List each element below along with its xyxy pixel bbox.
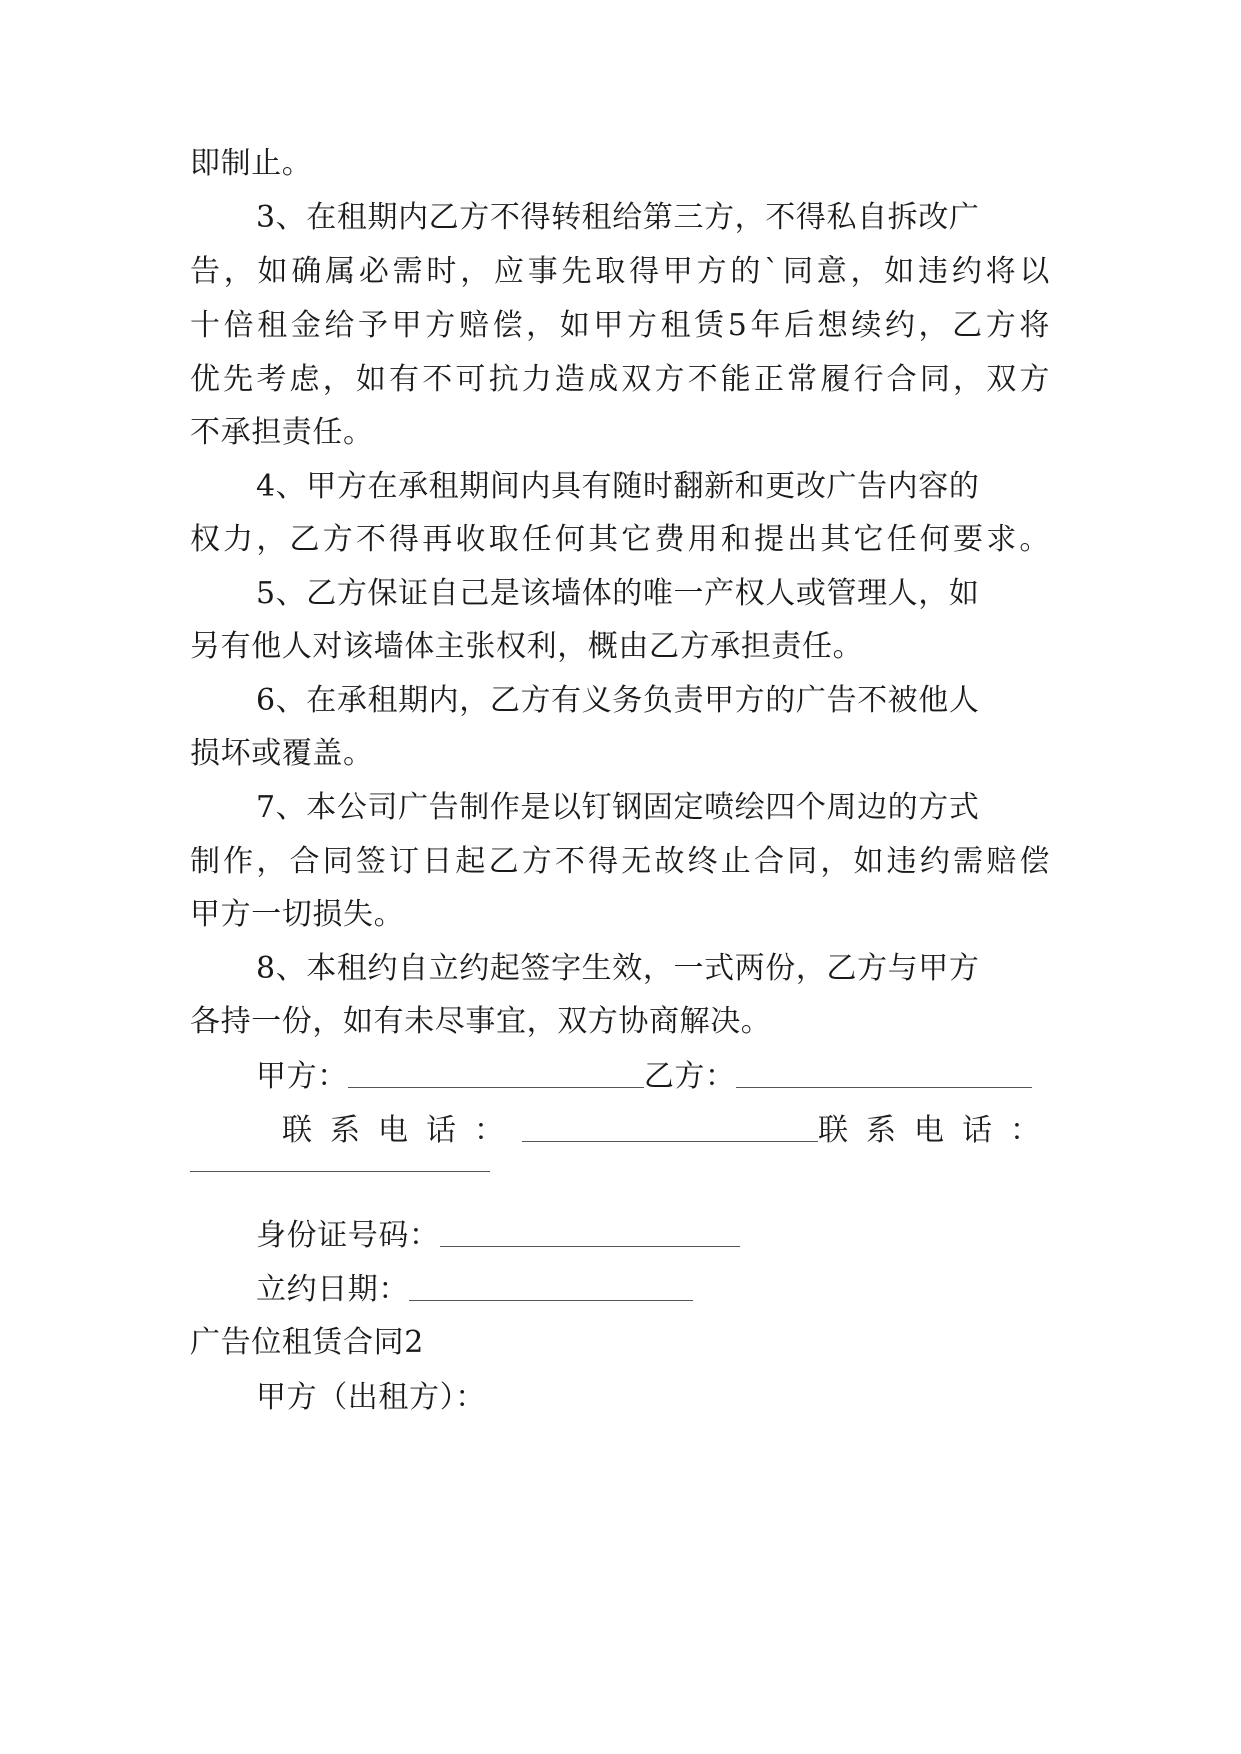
id-number-label: 身份证号码： <box>256 1218 440 1253</box>
contract-date-label: 立约日期： <box>256 1272 409 1307</box>
clause-8-line: 各持一份，如有未尽事宜，双方协商解决。 <box>190 1004 772 1039</box>
party-a-blank[interactable] <box>348 1061 644 1088</box>
phone-a-blank[interactable] <box>522 1115 818 1142</box>
contract-date-blank[interactable] <box>409 1274 693 1301</box>
clause-3-line: 不承担责任。 <box>190 415 374 450</box>
clause-8-line: 8、本租约自立约起签字生效，一式两份，乙方与甲方 <box>256 951 980 986</box>
contract-date-row <box>256 1270 693 1310</box>
clause-3-line: 十倍租金给予甲方赔偿，如甲方租赁5年后想续约，乙方将 <box>190 308 1050 343</box>
lessor-label: 甲方（出租方）： <box>256 1380 486 1415</box>
clause-7-line: 7、本公司广告制作是以钉钢固定喷绘四个周边的方式 <box>256 790 980 825</box>
phone-b-label: 联系电话： <box>818 1113 1058 1148</box>
clause-7-line: 甲方一切损失。 <box>190 897 405 932</box>
phone-a-label: 联系电话： <box>282 1113 522 1148</box>
party-b-label: 乙方： <box>643 1059 736 1094</box>
clause-6-line: 6、在承租期内，乙方有义务负责甲方的广告不被他人 <box>256 683 980 718</box>
clause-3-line: 3、在租期内乙方不得转租给第三方，不得私自拆改广 <box>256 200 980 235</box>
id-number-row <box>256 1216 740 1256</box>
phone-b-blank[interactable] <box>190 1170 490 1172</box>
section-title: 广告位租赁合同2 <box>190 1325 424 1360</box>
clause-5-line: 5、乙方保证自己是该墙体的唯一产权人或管理人，如 <box>256 576 980 611</box>
party-b-blank[interactable] <box>736 1061 1032 1088</box>
clause-4-line: 4、甲方在承租期间内具有随时翻新和更改广告内容的 <box>256 469 980 504</box>
clause-5-line: 另有他人对该墙体主张权利，概由乙方承担责任。 <box>190 629 864 664</box>
clause-7-line: 制作，合同签订日起乙方不得无故终止合同，如违约需赔偿 <box>190 844 1050 879</box>
party-a-label: 甲方： <box>256 1059 348 1094</box>
clause-3-line: 优先考虑，如有不可抗力造成双方不能正常履行合同，双方 <box>190 362 1050 397</box>
clause-6-line: 损坏或覆盖。 <box>190 736 374 771</box>
text-line: 即制止。 <box>190 146 313 181</box>
id-number-blank[interactable] <box>440 1220 740 1247</box>
phone-row <box>282 1111 1058 1151</box>
clause-4-line: 权力，乙方不得再收取任何其它费用和提出其它任何要求。 <box>190 522 1050 557</box>
clause-3-line: 告，如确属必需时，应事先取得甲方的`同意，如违约将以 <box>190 254 1050 289</box>
party-signature-row <box>256 1057 1032 1097</box>
